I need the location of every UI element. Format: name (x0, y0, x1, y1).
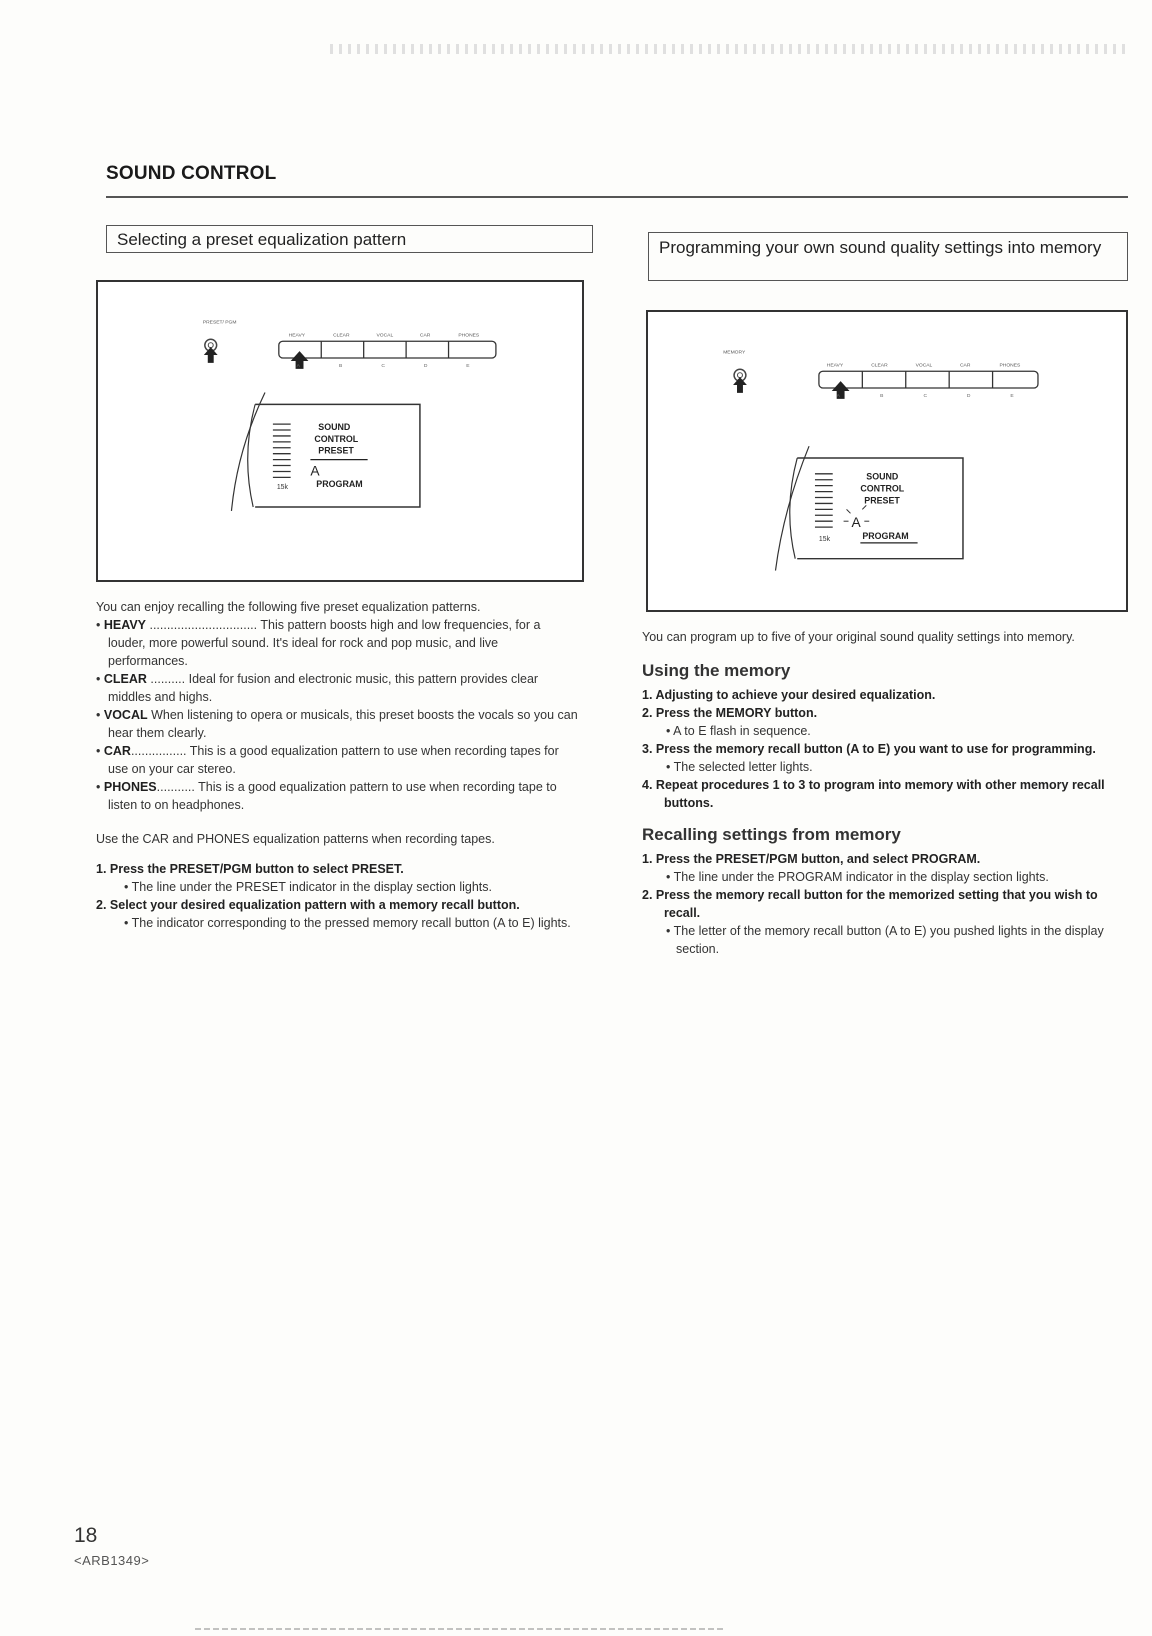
preset-leader: ............................... (146, 618, 261, 632)
step-note-text: A to E flash in sequence. (673, 724, 811, 738)
display-preset: PRESET (318, 445, 354, 456)
bullet-dot-icon: • (666, 724, 674, 738)
step-number: 2. (96, 898, 107, 912)
eq-button-labels (827, 362, 1021, 368)
right-figure (646, 310, 1128, 612)
left-steps (96, 860, 578, 932)
using-memory-heading: Using the memory (642, 661, 791, 680)
recall-steps (642, 850, 1128, 958)
left-note: Use the CAR and PHONES equalization patterns when recording tapes. (96, 832, 495, 846)
bullet-dot-icon: • (96, 744, 104, 758)
preset-description: This pattern boosts high and low frequencies, for a louder, more powerful sound. It's ideal for rock and pop music, and live performances. (108, 618, 541, 668)
using-steps (642, 686, 1128, 812)
label-clear: CLEAR (333, 333, 350, 339)
section-rule (106, 196, 1128, 198)
button-letters (837, 393, 1015, 399)
step-item (642, 686, 1128, 704)
display-freq: 15k (818, 535, 831, 543)
svg-text:B: B (880, 393, 884, 399)
step-note (642, 722, 1128, 740)
right-text (642, 628, 1128, 958)
svg-text:C: C (923, 393, 928, 399)
preset-leader: .......... (146, 672, 189, 686)
step-note (96, 914, 578, 932)
step-text: Press the PRESET/PGM button, and select PROGRAM. (655, 852, 981, 866)
left-heading: Selecting a preset equalization pattern (106, 225, 593, 253)
preset-leader: ........... (156, 780, 199, 794)
bullet-dot-icon: • (96, 708, 104, 722)
step-item (642, 850, 1128, 868)
step-text: Repeat procedures 1 to 3 to program into memory with other memory recall buttons. (655, 778, 1105, 810)
right-intro: You can program up to five of your original sound quality settings into memory. (642, 630, 1075, 644)
step-number: 1. (642, 688, 653, 702)
svg-text:D: D (966, 393, 971, 399)
step-note-text: The selected letter lights. (673, 760, 813, 774)
step-item (96, 896, 578, 914)
step-number: 4. (642, 778, 653, 792)
step-number: 1. (642, 852, 653, 866)
step-item (642, 740, 1128, 758)
step-note (96, 878, 578, 896)
left-figure-drawing (98, 282, 582, 580)
preset-item (96, 670, 578, 706)
svg-text:E: E (466, 363, 470, 369)
step-text: Press the memory recall button (A to E) you want to use for programming. (655, 742, 1096, 756)
step-item (96, 860, 578, 878)
button-letters (297, 363, 471, 369)
label-vocal: VOCAL (376, 333, 394, 339)
step-text: Select your desired equalization pattern with a memory recall button. (109, 898, 520, 912)
preset-description: Ideal for fusion and electronic music, this pattern provides clear middles and highs. (108, 672, 539, 704)
step-note-text: The indicator corresponding to the pressed memory recall button (A to E) lights. (131, 916, 571, 930)
display-sound: SOUND (866, 471, 899, 482)
display-control: CONTROL (860, 483, 905, 494)
right-figure-drawing (648, 312, 1126, 610)
left-figure (96, 280, 584, 582)
svg-text:CAR: CAR (960, 363, 971, 369)
svg-text:VOCAL: VOCAL (915, 363, 933, 369)
right-heading: Programming your own sound quality settings into memory (648, 232, 1128, 281)
display-letter: A (851, 514, 861, 531)
svg-text:A: A (836, 393, 840, 399)
svg-text:B: B (339, 363, 343, 369)
scan-artifact-bottom (195, 1628, 725, 1630)
label-car: CAR (419, 333, 431, 339)
step-text: Press the MEMORY button. (655, 706, 818, 720)
label-heavy: HEAVY (288, 333, 306, 339)
left-intro: You can enjoy recalling the following five preset equalization patterns. (96, 600, 481, 614)
display-freq: 15k (276, 484, 288, 492)
step-item (642, 704, 1128, 722)
scan-artifact-top (330, 44, 1130, 54)
section-title: SOUND CONTROL (106, 163, 277, 184)
step-note-text: The letter of the memory recall button (A to E) you pushed lights in the display section. (673, 924, 1104, 956)
display-control: CONTROL (314, 433, 359, 444)
preset-name: VOCAL (103, 708, 148, 722)
preset-name: CAR (103, 744, 131, 758)
bullet-dot-icon: • (666, 924, 674, 938)
step-note (642, 758, 1128, 776)
step-item (642, 776, 1128, 812)
display-program: PROGRAM (862, 530, 909, 541)
svg-text:CLEAR: CLEAR (871, 363, 888, 369)
bullet-dot-icon: • (666, 760, 674, 774)
bullet-dot-icon: • (124, 916, 132, 930)
memory-recall-buttons (819, 371, 1038, 388)
step-text: Press the PRESET/PGM button to select PRESET. (109, 862, 404, 876)
svg-text:E: E (1010, 393, 1014, 399)
step-note-text: The line under the PRESET indicator in the display section lights. (131, 880, 493, 894)
preset-item (96, 616, 578, 670)
memory-label: MEMORY (723, 350, 746, 356)
preset-pgm-label: PRESET/ PGM (202, 320, 237, 326)
preset-item (96, 778, 578, 814)
preset-leader: ................ (130, 744, 190, 758)
preset-item (96, 706, 578, 742)
preset-name: CLEAR (103, 672, 147, 686)
svg-text:PHONES: PHONES (999, 363, 1021, 369)
step-note-text: The line under the PROGRAM indicator in the display section lights. (673, 870, 1049, 884)
bullet-dot-icon: • (666, 870, 674, 884)
preset-name: HEAVY (103, 618, 146, 632)
step-note (642, 922, 1128, 958)
step-number: 2. (642, 888, 653, 902)
preset-description: This is a good equalization pattern to use when recording tapes for use on your car stereo. (108, 744, 559, 776)
preset-description: This is a good equalization pattern to use when recording tape to listen to on headphones. (108, 780, 557, 812)
display-preset: PRESET (864, 495, 900, 506)
display-program: PROGRAM (316, 479, 363, 490)
svg-text:D: D (423, 363, 428, 369)
step-number: 1. (96, 862, 107, 876)
memory-recall-buttons (279, 341, 496, 358)
step-item (642, 886, 1128, 922)
svg-text:C: C (381, 363, 386, 369)
display-letter: A (310, 462, 320, 479)
step-number: 2. (642, 706, 653, 720)
preset-description: When listening to opera or musicals, this preset boosts the vocals so you can hear them clearly. (108, 708, 578, 740)
display-panel (775, 446, 962, 570)
eq-button-labels (289, 332, 480, 338)
finger-press-icon (832, 381, 850, 399)
svg-text:A: A (296, 363, 300, 369)
bullet-dot-icon: • (96, 618, 104, 632)
left-text (96, 598, 578, 932)
label-phones: PHONES (458, 333, 480, 339)
recall-heading: Recalling settings from memory (642, 825, 901, 844)
display-sound: SOUND (318, 422, 351, 433)
step-number: 3. (642, 742, 653, 756)
bullet-dot-icon: • (96, 780, 104, 794)
step-text: Press the memory recall button for the memorized setting that you wish to recall. (655, 888, 1098, 920)
preset-list (96, 616, 578, 814)
step-note (642, 868, 1128, 886)
page-number: 18 (74, 1524, 98, 1547)
preset-name: PHONES (103, 780, 157, 794)
svg-text:HEAVY: HEAVY (826, 363, 844, 369)
bullet-dot-icon: • (96, 672, 104, 686)
step-text: Adjusting to achieve your desired equalization. (655, 688, 936, 702)
display-panel (231, 393, 419, 511)
bullet-dot-icon: • (124, 880, 132, 894)
document-code: <ARB1349> (74, 1553, 150, 1568)
preset-item (96, 742, 578, 778)
